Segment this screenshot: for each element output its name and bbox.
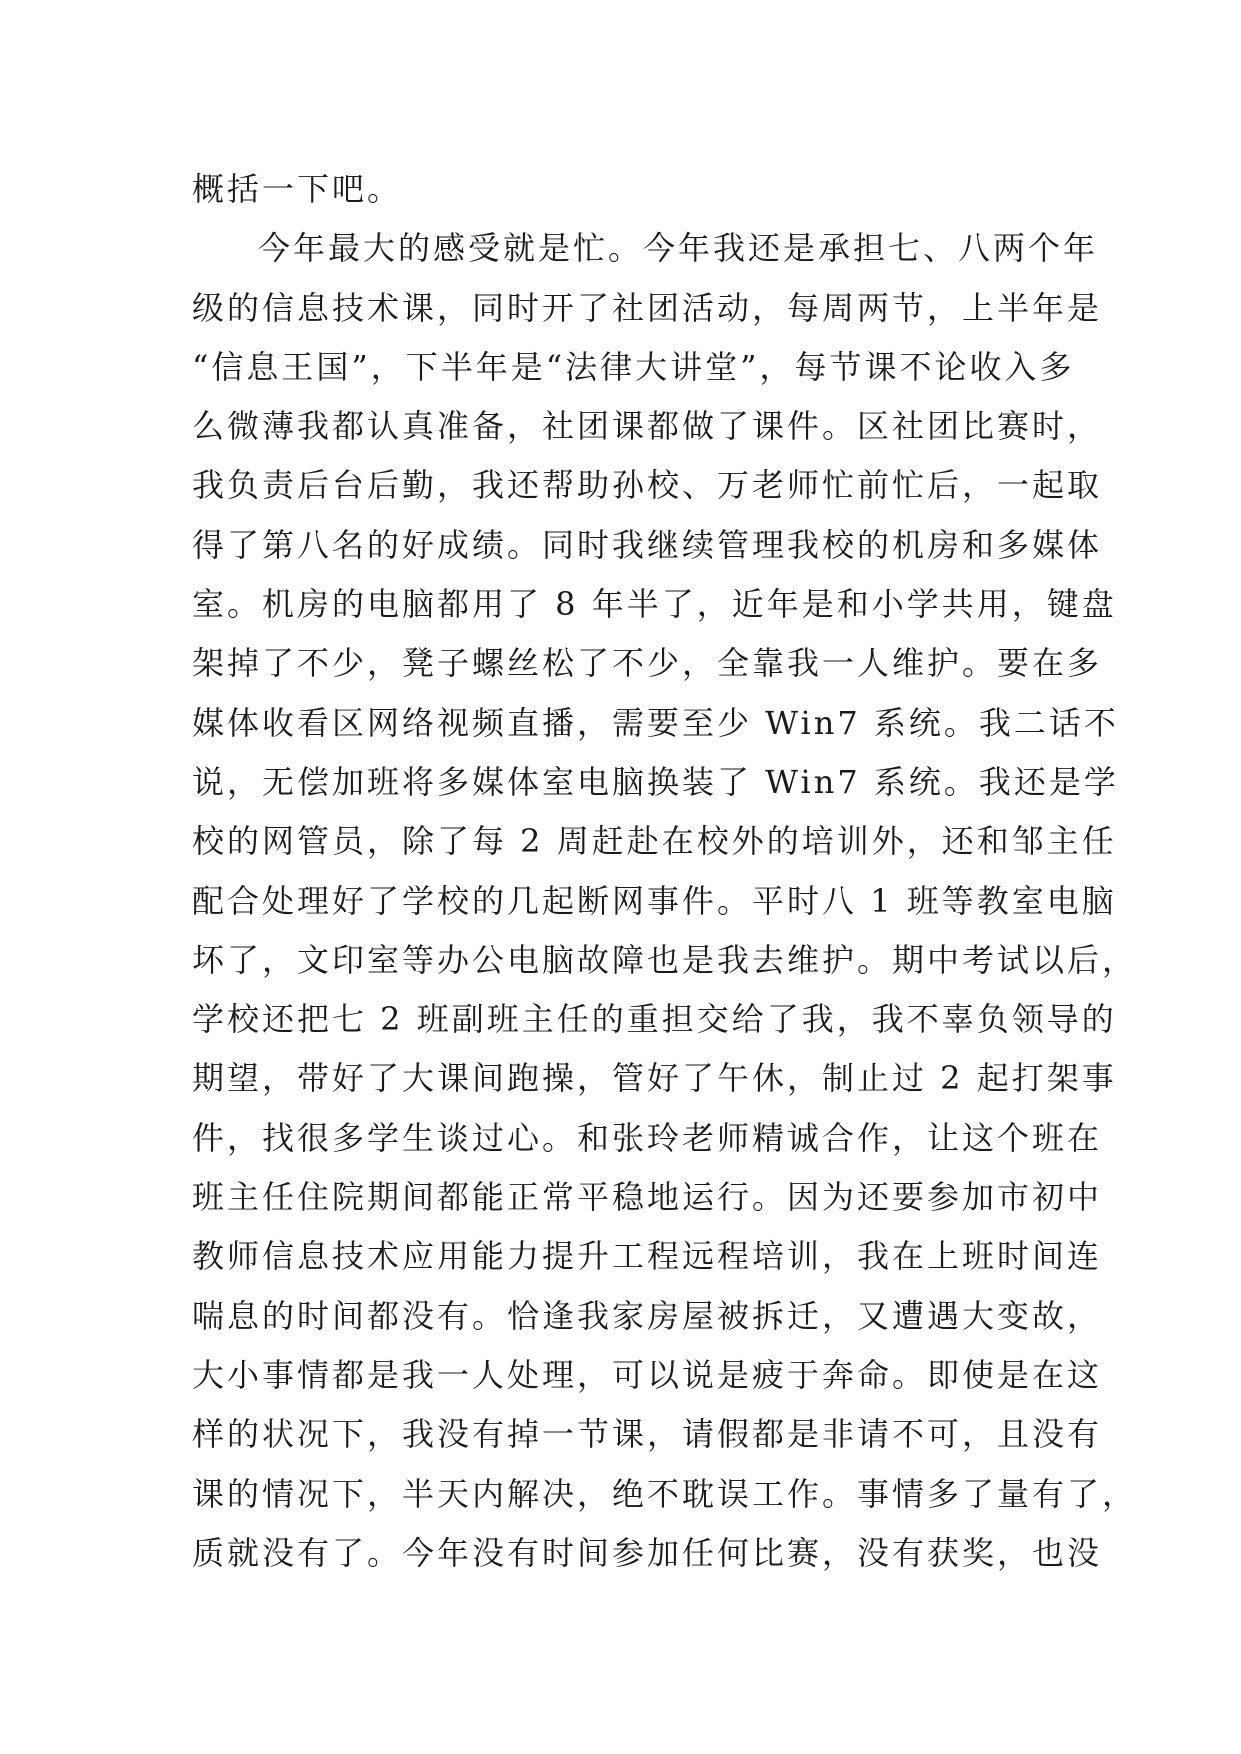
text-line: “信息王国”，下半年是“法律大讲堂”，每节课不论收入多 [192, 347, 1075, 386]
text-line: 媒体收看区网络视频直播，需要至少 Win7 系统。我二话不 [192, 703, 1119, 742]
text-line: 坏了，文印室等办公电脑故障也是我去维护。期中考试以后， [192, 940, 1138, 979]
text-line: 么微薄我都认真准备，社团课都做了课件。区社团比赛时， [192, 407, 1103, 446]
text-line: 级的信息技术课，同时开了社团活动，每周两节，上半年是 [192, 288, 1103, 327]
text-line: 得了第八名的好成绩。同时我继续管理我校的机房和多媒体 [192, 525, 1103, 564]
text-line: 样的状况下，我没有掉一节课，请假都是非请不可，且没有 [192, 1415, 1103, 1454]
body-text [192, 160, 1138, 1583]
text-line: 班主任住院期间都能正常平稳地运行。因为还要参加市初中 [192, 1178, 1103, 1217]
text-line: 校的网管员，除了每 2 周赶赴在校外的培训外，还和邹主任 [192, 822, 1117, 861]
text-line: 室。机房的电脑都用了 8 年半了，近年是和小学共用，键盘 [192, 585, 1117, 624]
text-line: 学校还把七 2 班副班主任的重担交给了我，我不辜负领导的 [192, 1000, 1117, 1039]
text-line: 大小事情都是我一人处理，可以说是疲于奔命。即使是在这 [192, 1355, 1103, 1394]
text-line: 质就没有了。今年没有时间参加任何比赛，没有获奖，也没 [192, 1533, 1103, 1572]
text-line: 课的情况下，半天内解决，绝不耽误工作。事情多了量有了， [192, 1474, 1138, 1513]
text-line: 说，无偿加班将多媒体室电脑换装了 Win7 系统。我还是学 [192, 762, 1119, 801]
text-line: 我负责后台后勤，我还帮助孙校、万老师忙前忙后，一起取 [192, 466, 1103, 505]
text-line: 喘息的时间都没有。恰逢我家房屋被拆迁，又遭遇大变故， [192, 1296, 1103, 1335]
text-line: 配合处理好了学校的几起断网事件。平时八 1 班等教室电脑 [192, 881, 1117, 920]
text-line: 件，找很多学生谈过心。和张玲老师精诚合作，让这个班在 [192, 1118, 1103, 1157]
text-line: 架掉了不少，凳子螺丝松了不少，全靠我一人维护。要在多 [192, 644, 1103, 683]
text-line: 概括一下吧。 [192, 170, 403, 208]
text-line: 期望，带好了大课间跑操，管好了午休，制止过 2 起打架事 [192, 1059, 1117, 1098]
text-line: 教师信息技术应用能力提升工程远程培训，我在上班时间连 [192, 1237, 1103, 1276]
paragraph-first-line: 今年最大的感受就是忙。今年我还是承担七、八两个年 [258, 229, 1099, 268]
